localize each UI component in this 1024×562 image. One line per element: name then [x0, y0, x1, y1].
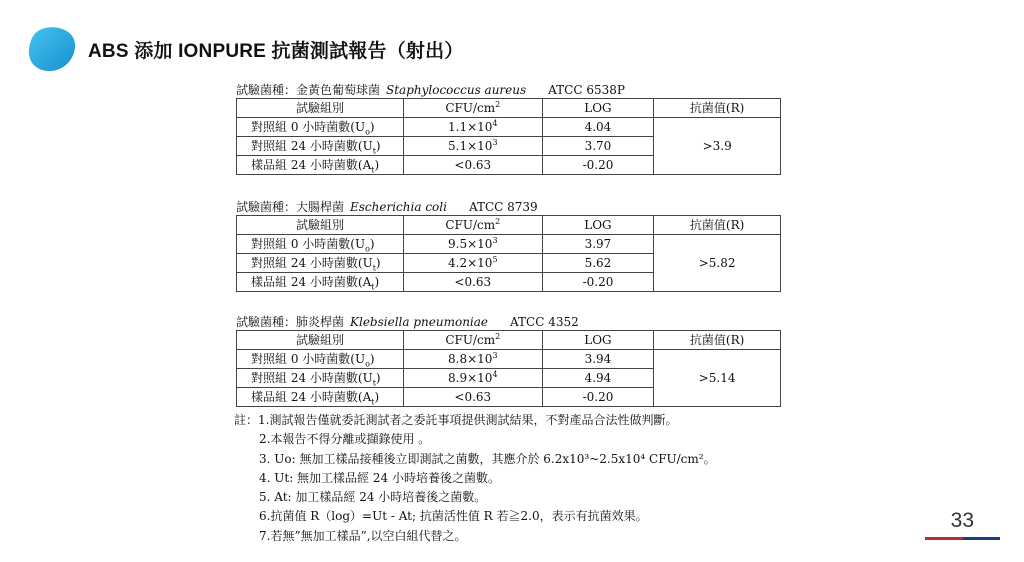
antibacterial-value: >5.14: [654, 350, 781, 407]
section-caption: 試驗菌種：大腸桿菌 Escherichia coli ATCC 8739: [236, 200, 538, 214]
result-section-staphylococcus: [236, 83, 781, 175]
page-title: ABS 添加 IONPURE 抗菌測試報告（射出）: [88, 41, 464, 62]
note-line: 5. At: 加工樣品經 24 小時培養後之菌數。: [259, 490, 487, 505]
section-caption: 試驗菌種：肺炎桿菌 Klebsiella pneumoniae ATCC 4352: [236, 315, 579, 329]
results-table: [236, 215, 781, 292]
table-row: 樣品組 24 小時菌數$(A_t)$ <0.63 -0.20: [237, 388, 781, 407]
antibacterial-value: >3.9: [654, 118, 781, 175]
table-row: 對照組 24 小時菌數$(U_t)$ $8.9\times 10^4$ 4.94: [237, 369, 781, 388]
antibacterial-value: >5.82: [654, 235, 781, 292]
table-row: 對照組 0 小時菌數$(U_o)$ $9.5\times 10^3$ 3.97 >5.82: [237, 235, 781, 254]
footer-accent-red: [925, 537, 963, 540]
table-row: 對照組 0 小時菌數$(U_o)$ $8.8\times 10^3$ 3.94 >5.14: [237, 350, 781, 369]
table-header-row: 試驗組別 CFU/$cm^2$ LOG 抗菌值(R): [237, 331, 781, 350]
footer-accent-blue: [963, 537, 1000, 540]
results-table: [236, 330, 781, 407]
brand-logo-icon: [28, 26, 76, 72]
table-header-row: 試驗組別 CFU/$cm^2$ LOG 抗菌值(R): [237, 216, 781, 235]
note-line: 2.本報告不得分離或擷錄使用 。: [259, 432, 431, 447]
section-caption: 試驗菌種：金黃色葡萄球菌 Staphylococcus aureus ATCC 6538P: [236, 83, 625, 97]
note-line: 3. Uo: 無加工樣品接種後立即測試之菌數，其應介於 6.2x10³~2.5x10⁴ CFU/cm²。: [259, 451, 716, 466]
note-line: 7.若無”無加工樣品”,以空白組代替之。: [259, 528, 467, 543]
results-table: [236, 98, 781, 175]
table-row: 樣品組 24 小時菌數$(A_t)$ <0.63 -0.20: [237, 156, 781, 175]
page-number: 33: [950, 509, 974, 532]
table-row: 對照組 0 小時菌數$(U_o)$ $1.1\times 10^4$ 4.04 >3.9: [237, 118, 781, 137]
table-row: 對照組 24 小時菌數$(U_t)$ $5.1\times 10^3$ 3.70: [237, 137, 781, 156]
result-section-escherichia: [236, 200, 781, 292]
notes-block: [234, 411, 794, 546]
table-row: 對照組 24 小時菌數$(U_t)$ $4.2\times 10^5$ 5.62: [237, 254, 781, 273]
note-line: 6.抗菌值 R（log）=Ut - At; 抗菌活性值 R 若≧2.0，表示有抗菌效果。: [259, 509, 648, 524]
table-row: 樣品組 24 小時菌數$(A_t)$ <0.63 -0.20: [237, 273, 781, 292]
table-header-row: 試驗組別 CFU/$cm^2$ LOG 抗菌值(R): [237, 99, 781, 118]
note-line: 註：1.測試報告僅就委託測試者之委託事項提供測試結果，不對產品合法性做判斷。: [234, 413, 678, 427]
note-line: 4. Ut: 無加工樣品經 24 小時培養後之菌數。: [259, 470, 500, 485]
result-section-klebsiella: [236, 315, 781, 407]
